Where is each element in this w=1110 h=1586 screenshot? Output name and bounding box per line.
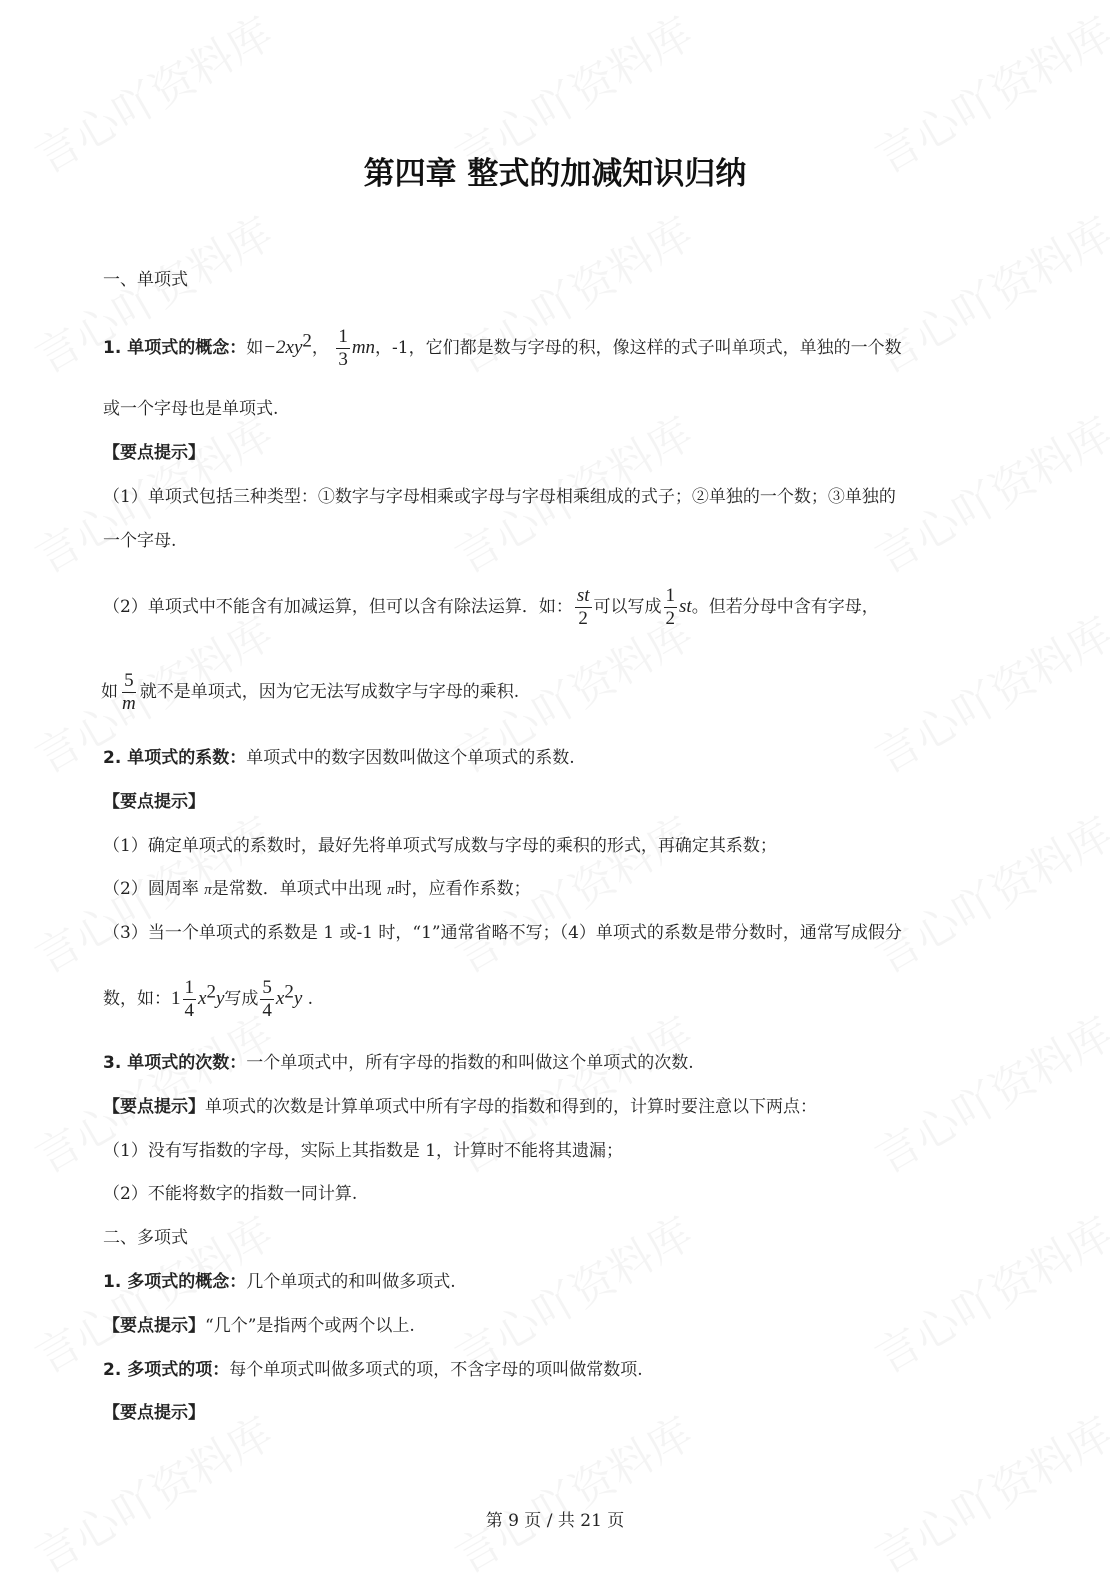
- tip-paragraph: 【要点提示】单项式的次数是计算单项式中所有字母的指数和得到的，计算时要注意以下两点：: [103, 1097, 817, 1117]
- paragraph-text: 如 $\frac{5}{m}$ 就不是单项式，因为它无法写成数字与字母的乘积.: [101, 670, 520, 714]
- fraction: $\frac{5}{m}$: [122, 670, 136, 714]
- paragraph-coefficient: 2. 单项式的系数：单项式中的数字因数叫做这个单项式的系数.: [103, 748, 575, 768]
- paragraph-monomial-concept: 1. 单项式的概念：如$-2xy^2$， $\frac{1}{3}$ mn，-1，它们都是数与字母的积，像这样的式子叫单项式，单独的一个数: [103, 326, 902, 370]
- paragraph-text: 或一个字母也是单项式.: [103, 399, 279, 419]
- paragraph-text: （1）没有写指数的字母，实际上其指数是 1，计算时不能将其遗漏；: [103, 1141, 624, 1161]
- paragraph-text: 一个字母.: [103, 531, 177, 551]
- paragraph-text: 数，如：1 $\frac{1}{4}$ $x^2y$写成 $\frac{5}{4}$ $x^2y$ .: [103, 977, 314, 1021]
- page-number: 第 9 页 / 共 21 页: [485, 1511, 625, 1531]
- watermark-text: [22, 1398, 283, 1585]
- watermark-text: [862, 998, 1110, 1185]
- watermark-text: [442, 1398, 703, 1585]
- tip-heading: 【要点提示】: [103, 443, 205, 463]
- tip-heading: 【要点提示】: [103, 792, 205, 812]
- watermark-text: [862, 1198, 1110, 1385]
- paragraph-text: （2）不能将数字的指数一同计算.: [103, 1184, 358, 1204]
- watermark-text: [862, 598, 1110, 785]
- fraction: $\frac{1}{2}$: [665, 585, 676, 629]
- watermark-text: [862, 398, 1110, 585]
- section-heading-monomial: 一、单项式: [103, 270, 188, 290]
- tip-paragraph: 【要点提示】“几个”是指两个或两个以上.: [103, 1316, 415, 1336]
- paragraph-polynomial-concept: 1. 多项式的概念：几个单项式的和叫做多项式.: [103, 1272, 456, 1292]
- fraction: $\frac{st}{2}$: [576, 585, 590, 629]
- paragraph-text: （3）当一个单项式的系数是 1 或-1 时，“1”通常省略不写；（4）单项式的系数是带分数时，通常写成假分: [103, 923, 902, 943]
- paragraph-text: （2）圆周率 π是常数．单项式中出现 π时，应看作系数；: [103, 879, 531, 899]
- paragraph-text: （1）确定单项式的系数时，最好先将单项式写成数与字母的乘积的形式，再确定其系数；: [103, 836, 777, 856]
- watermark-text: [862, 1398, 1110, 1585]
- tip-heading: 【要点提示】: [103, 1403, 205, 1423]
- paragraph-text: （2）单项式中不能含有加减运算，但可以含有除法运算．如： $\frac{st}{2}$ 可以写成 $\frac{1}{2}$ st。但若分母中含有字母，: [103, 585, 879, 629]
- section-heading-polynomial: 二、多项式: [103, 1228, 188, 1248]
- fraction: $\frac{1}{3}$: [338, 326, 348, 370]
- paragraph-degree: 3. 单项式的次数：一个单项式中，所有字母的指数的和叫做这个单项式的次数.: [103, 1053, 694, 1073]
- fraction: $\frac{5}{4}$: [262, 977, 272, 1021]
- fraction: $\frac{1}{4}$: [184, 977, 194, 1021]
- paragraph-polynomial-term: 2. 多项式的项：每个单项式叫做多项式的项，不含字母的项叫做常数项.: [103, 1360, 643, 1380]
- page-title: 第四章 整式的加减知识归纳: [363, 156, 747, 192]
- paragraph-text: （1）单项式包括三种类型：①数字与字母相乘或字母与字母相乘组成的式子；②单独的一个数；③单独的: [103, 487, 896, 507]
- watermark-text: [862, 798, 1110, 985]
